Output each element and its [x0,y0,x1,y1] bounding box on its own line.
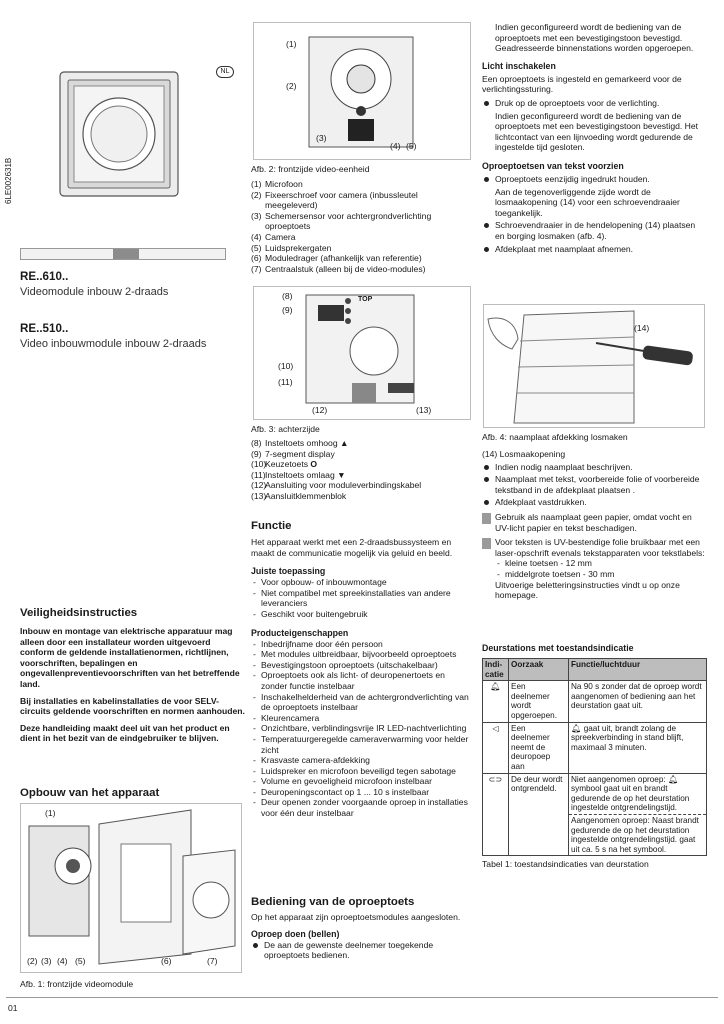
props-list [251,639,469,819]
light-text: Een oproeptoets is ingesteld en gemarkeerd voor de verlichtingssturing. [482,73,682,95]
operation-continued [482,22,707,254]
table-cell: De deur wordt ontgrendeld. [509,773,569,856]
table-cell: Na 90 s zonder dat de oproep wordt aangenomen of bediening aan het deurstation gaat uit. [569,681,707,722]
list-item: - Deuropeningscontact op 1 ... 10 s instelbaar [251,787,469,798]
list-item: - Volume en gevoeligheid microfoon instelbaar [251,776,469,787]
bell-icon: 🔔︎ [483,681,509,722]
fig1-label: (2) [27,956,38,966]
list-item: - Oproeptoets ook als licht- of deuropenertoets en zonder functie instelbaar [251,670,469,691]
bell-icon: 🔔︎ [571,723,582,733]
list-item: - Voor opbouw- of inbouwmontage [251,577,469,588]
not-accepted: Niet aangenomen oproep: 🔔︎ symbool gaat uit en brandt gedurende de op het deurstation ingestelde ontgrendelingstijd. [571,774,690,813]
fig3-label: (11) [278,377,293,387]
figure-3-caption: Afb. 3: achterzijde [251,424,320,434]
fig3-label: (8) [282,291,293,301]
legend-item: (2) Fixeerschroef voor camera (inbussleutel meegeleverd) [251,189,418,211]
operation-title: Bediening van de oproeptoets [251,896,415,908]
fig1-label: (4) [57,956,68,966]
function-section [251,520,469,819]
list-item: - Onzichtbare, verblindingsvrije IR LED-nachtverlichting [251,723,469,734]
figure-2-legend [251,179,469,274]
figure-2 [253,22,471,160]
list-item: - Niet compatibel met spreekinstallaties van andere leveranciers [251,588,469,609]
note-2-outro: Uitvoerige beletteringsinstructies vindt u op onze homepage. [495,579,680,601]
language-badge [216,66,234,78]
list-item: Druk op de oproeptoets voor de verlichting. [482,98,707,109]
status-section [482,643,707,870]
language-badge-text: NL [220,68,230,75]
list-item: - Geschikt voor buitengebruik [251,609,469,620]
fig1-label: (6) [161,956,172,966]
safety-p2: Bij installaties en kabelinstallaties de voor SELV-circuits geldende voorschriften en normen aanhouden. [20,695,245,717]
fig1-label: (7) [207,956,218,966]
figure-3-legend [251,438,469,502]
list-item: - kleine toetsen - 12 mm [495,558,707,569]
list-item: Indien nodig naamplaat beschrijven. [482,462,707,473]
list-item: - Met modules uitbreidbaar, bijvoorbeeld oproeptoets [251,649,469,660]
function-text: Het apparaat werkt met een 2-draadsbussysteem en maakt de communicatie mogelijk via geluid en beeld. [251,537,453,558]
fig2-label: (3) [316,133,327,143]
fig2-label: (1) [286,39,297,49]
fig3-label: (10) [278,361,294,371]
figure-4-caption: Afb. 4: naamplaat afdekking losmaken [482,432,628,442]
props-title: Producteigenschappen [251,627,349,638]
text-b1-sub: Aan de tegenoverliggende zijde wordt de losmaakopening (14) voor een schroevendraaier toegankelijk. [495,186,680,218]
info-icon [482,538,491,549]
list-item: - Kleurencamera [251,713,469,724]
figure-2-caption: Afb. 2: frontzijde video-eenheid [251,164,370,174]
note-1: Gebruik als naamplaat geen papier, omdat vocht en UV-licht papier en tekst beschadigen. [482,512,707,533]
list-item: De aan de gewenste deelnemer toegekende oproeptoets bedienen. [251,940,469,961]
after-list [482,462,707,508]
legend-item: (13) Aansluitklemmenblok [251,490,347,501]
list-item: - middelgrote toetsen - 30 mm [495,569,707,580]
legend-item: (6) Moduledrager (afhankelijk van referentie) [251,253,422,264]
call-title: Oproep doen (bellen) [251,928,340,939]
light-list [482,98,707,109]
safety-p1: Inbouw en montage van elektrische apparatuur mag alleen door een installateur worden uitgevoerd conform de geldende installatienormen, richtlijnen, voorschriften, bepalingen en ongevallenpreventievoorschriften van het betreffende land. [20,626,240,689]
safety-p3: Deze handleiding maakt deel uit van het product en dient in het bezit van de eindgebruiker te blijven. [20,722,230,744]
fig3-label: (12) [312,405,328,415]
list-item: - Bevestigingstoon oproeptoets (uitschakelbaar) [251,660,469,671]
legend-item: (12) Aansluiting voor moduleverbindingskabel [251,480,422,491]
figure-4-drawing [484,305,704,427]
figure-4 [483,304,705,428]
status-title: Deurstations met toestandsindicatie [482,643,634,653]
legend-item: (3) Schemersensor voor achtergrondverlichting oproeptoets [251,210,432,232]
call-confirm-text: Indien geconfigureerd wordt de bediening van de oproeptoets met een bevestigingstoon bevestigd. Geadresseerde binnenstations worden opgeroepen. [495,22,694,54]
list-item: - Krasvaste camera-afdekking [251,755,469,766]
product-image [50,66,185,206]
table-row [483,681,707,722]
list-item: - Inschakelhelderheid van de achtergrondverlichting van de oproeptoets instelbaar [251,692,469,713]
table-cell: 🔔︎ gaat uit, brandt zolang de spreekverbinding in stand blijft, maximaal 3 minuten. [569,722,707,773]
bell-icon: 🔔︎ [667,774,679,784]
list-item: - Deur openen zonder voorgaande oproep in installaties voor één deur instelbaar [251,797,469,818]
legend-item: (8) Insteltoets omhoog ▲ [251,438,349,448]
legend-item: (1) Microfoon [251,179,303,189]
fig4-label: (14) [634,323,650,333]
light-title: Licht inschakelen [482,60,556,71]
fig3-label: (9) [282,305,293,315]
accepted: Aangenomen oproep: Naast brandt gedurende de op het deurstation ingestelde ontgrendelingstijd. gaat uit ca. 5 s na het symbool. [569,814,706,855]
fig3-top-label: TOP [358,296,373,303]
model-block-2 [20,324,245,349]
operation-text: Op het apparaat zijn oproeptoetsmodules aangesloten. [251,912,461,922]
text-list-1 [482,174,707,185]
model-block-1 [20,272,245,297]
circle-icon: O [310,459,318,470]
list-item: Schroevendraaier in de hendelopening (14) plaatsen en borging losmaken (afb. 4). [482,220,707,241]
fig2-label: (4) [390,141,401,151]
table-header: Functie/luchtduur [569,659,707,681]
text-title: Oproeptoetsen van tekst voorzien [482,160,624,171]
fig4-text [482,449,707,601]
use-title: Juiste toepassing [251,566,326,577]
structure-section [20,787,245,800]
list-item: Afdekplaat vastdrukken. [482,497,707,508]
footer-rule [6,997,718,998]
legend-item: (5) Luidsprekergaten [251,242,332,253]
table-cell: Een deelnemer neemt de deuropoep aan [509,722,569,773]
status-table [482,658,707,856]
page-number: 01 [8,1003,18,1013]
fig1-label: (5) [75,956,86,966]
fig1-label: (3) [41,956,52,966]
figure-3 [253,286,471,420]
doc-code: 6LE002631B [4,157,13,204]
model-desc: Video inbouwmodule inbouw 2-draads [20,337,207,350]
fig2-label: (5) [406,141,417,151]
table-cell [569,773,707,856]
triangle-up-icon: ▲ [340,438,349,448]
table-row [483,722,707,773]
color-bar [20,248,226,260]
legend-item: (9) 7-segment display [251,448,335,459]
list-item: - Inbedrijfname door één persoon [251,639,469,650]
table-header: Oorzaak [509,659,569,681]
figure-1-caption: Afb. 1: frontzijde videomodule [20,979,134,989]
key-icon: ⊂⊃ [483,773,509,856]
table-row [483,773,707,856]
info-icon [482,513,491,524]
use-list [251,577,469,619]
fig4-item: (14) Losmaakopening [482,449,566,459]
call-list [251,940,469,961]
operation-section [251,896,469,961]
text-list-2 [482,220,707,254]
legend-item: (10) Keuzetoets O [251,459,318,470]
fig2-label: (2) [286,81,297,91]
triangle-down-icon: ▼ [337,469,346,480]
list-item: - Luidspreker en microfoon beveiligd tegen sabotage [251,766,469,777]
function-title: Functie [251,520,292,532]
legend-item: (11) Insteltoets omlaag ▼ [251,469,346,480]
list-item: - Temperatuurgeregelde cameraverwarming voor helder zicht [251,734,469,755]
figure-1-drawing [21,804,241,972]
table-cell: Een deelnemer wordt opgeroepen. [509,681,569,722]
note-2: Voor teksten is UV-bestendige folie bruikbaar met een laser-opschrift evenals tekstapparaten voor tekstlabels: - kleine toetsen - 12 mm - middelgrote toetsen - 30 mm Uitvoerige beletteringsinstructies vindt u op onze homepage. [482,537,707,601]
light-sub: Indien geconfigureerd wordt de bediening van de oproeptoets met een bevestigingstoon bevestigd. Het lichtcontact van een lijnvoeding wordt gedurende de ingestelde tijd gesloten. [495,110,699,153]
list-item: Oproeptoets eenzijdig ingedrukt houden. [482,174,707,185]
model-code: RE..510.. [20,322,69,335]
table-header: Indi-catie [483,659,509,681]
table-caption: Tabel 1: toestandsindicaties van deurstation [482,859,649,870]
list-item: Afdekplaat met naamplaat afnemen. [482,244,707,255]
legend-item: (4) Camera [251,231,296,242]
speaker-icon: ◁ [483,722,509,773]
structure-title: Opbouw van het apparaat [20,787,160,799]
figure-1 [20,803,242,973]
list-item: Naamplaat met tekst, voorbereide folie of voorbereide tekstband in de afdekplaat plaatsen . [482,474,707,495]
fig3-label: (13) [416,405,432,415]
legend-item: (7) Centraalstuk (alleen bij de video-modules) [251,263,426,274]
fig1-label: (1) [45,808,56,818]
safety-section [20,607,245,744]
model-desc: Videomodule inbouw 2-draads [20,285,169,298]
safety-title: Veiligheidsinstructies [20,607,138,619]
model-code: RE..610.. [20,270,69,283]
